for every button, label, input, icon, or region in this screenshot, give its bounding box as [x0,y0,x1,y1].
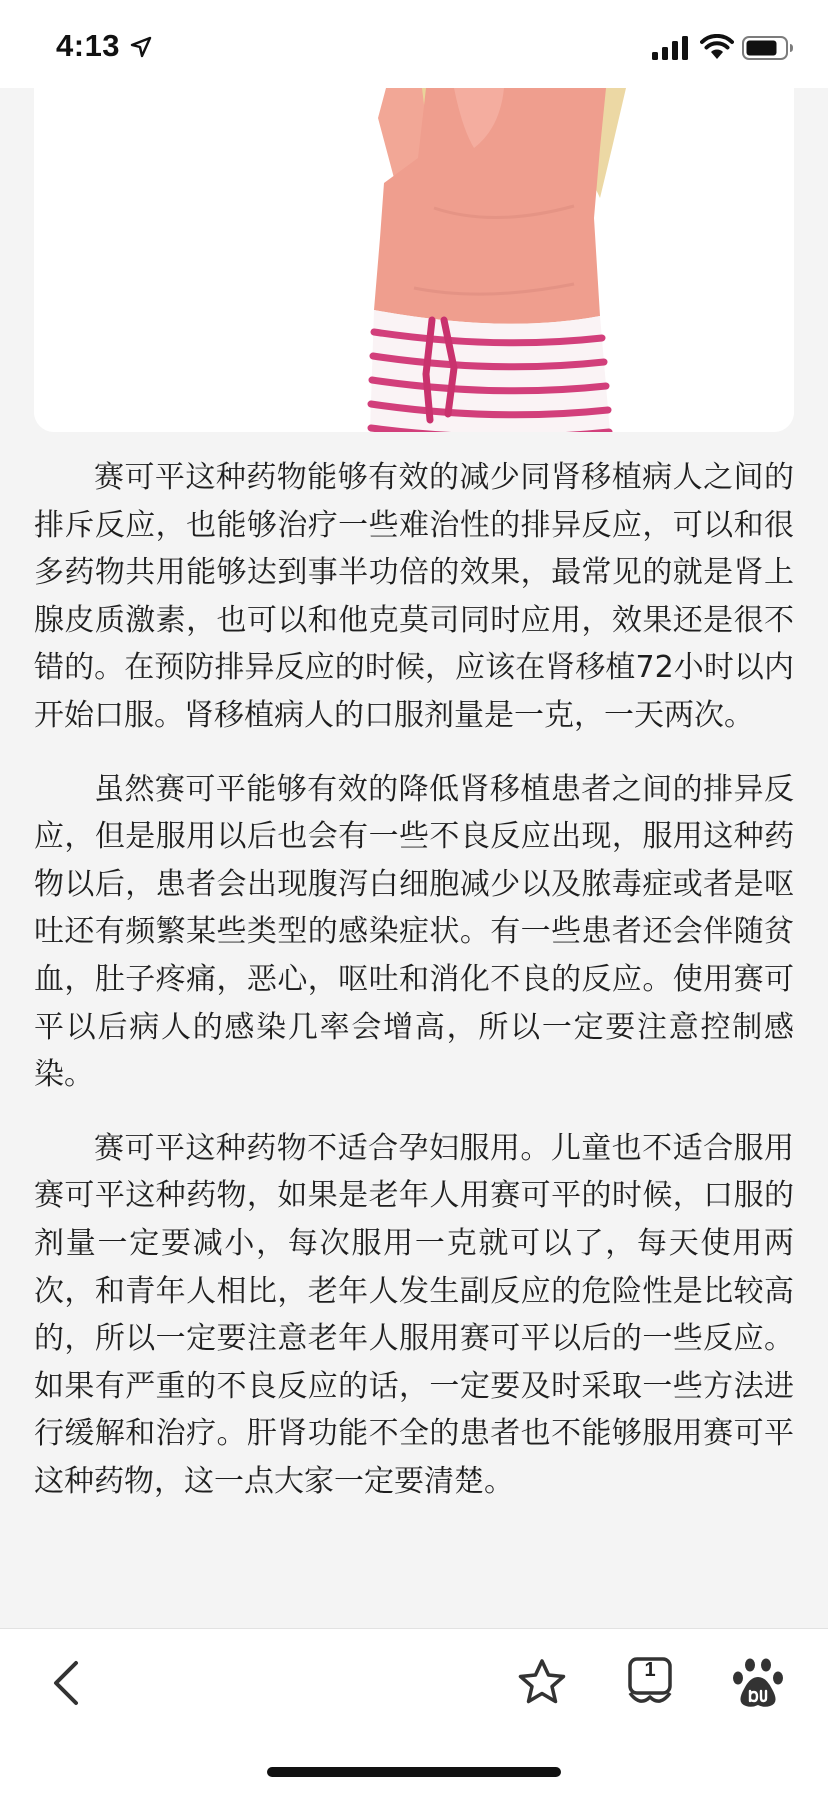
location-arrow-icon [130,36,152,58]
article-paragraph: 赛可平这种药物能够有效的减少同肾移植病人之间的排斥反应，也能够治疗一些难治性的排异反应，可以和很多药物共用能够达到事半功倍的效果，最常见的就是肾上腺皮质激素，也可以和他克莫司同时应用，效果还是很不错的。在预防排异反应的时候，应该在肾移植72小时以内开始口服。肾移植病人的口服剂量是一克，一天两次。 [34,460,794,733]
back-chevron-icon [38,1653,98,1713]
home-indicator[interactable] [267,1767,561,1777]
wifi-icon [700,34,734,60]
back-button[interactable] [38,1653,98,1713]
status-bar [0,0,828,88]
battery-icon [742,36,794,60]
baidu-paw-icon [728,1653,788,1713]
cellular-signal-icon [652,36,690,60]
article-body [34,454,794,1531]
child-photo-image [34,88,794,432]
favorite-button[interactable] [512,1653,572,1713]
star-icon [512,1653,572,1713]
status-time: 4:13 [56,28,121,63]
article-content[interactable] [0,88,828,1628]
baidu-button[interactable] [728,1653,788,1713]
article-paragraph: 虽然赛可平能够有效的降低肾移植患者之间的排异反应，但是服用以后也会有一些不良反应出现，服用这种药物以后，患者会出现腹泻白细胞减少以及脓毒症或者是呕吐还有频繁某些类型的感染症状。有一些患者还会伴随贫血，肚子疼痛，恶心，呕吐和消化不良的反应。使用赛可平以后病人的感染几率会增高，所以一定要注意控制感染。 [34,771,794,1093]
tabs-count: 1 [644,1659,656,1681]
article-paragraph: 赛可平这种药物不适合孕妇服用。儿童也不适合服用赛可平这种药物，如果是老年人用赛可平的时候，口服的剂量一定要减小，每次服用一克就可以了，每天使用两次，和青年人相比，老年人发生副反应的危险性是比较高的，所以一定要注意老年人服用赛可平以后的一些反应。如果有严重的不良反应的话，一定要及时采取一些方法进行缓解和治疗。肝肾功能不全的患者也不能够服用赛可平这种药物，这一点大家一定要清楚。 [34,1130,794,1499]
tabs-button[interactable] [620,1653,680,1713]
bottom-toolbar [0,1628,828,1793]
